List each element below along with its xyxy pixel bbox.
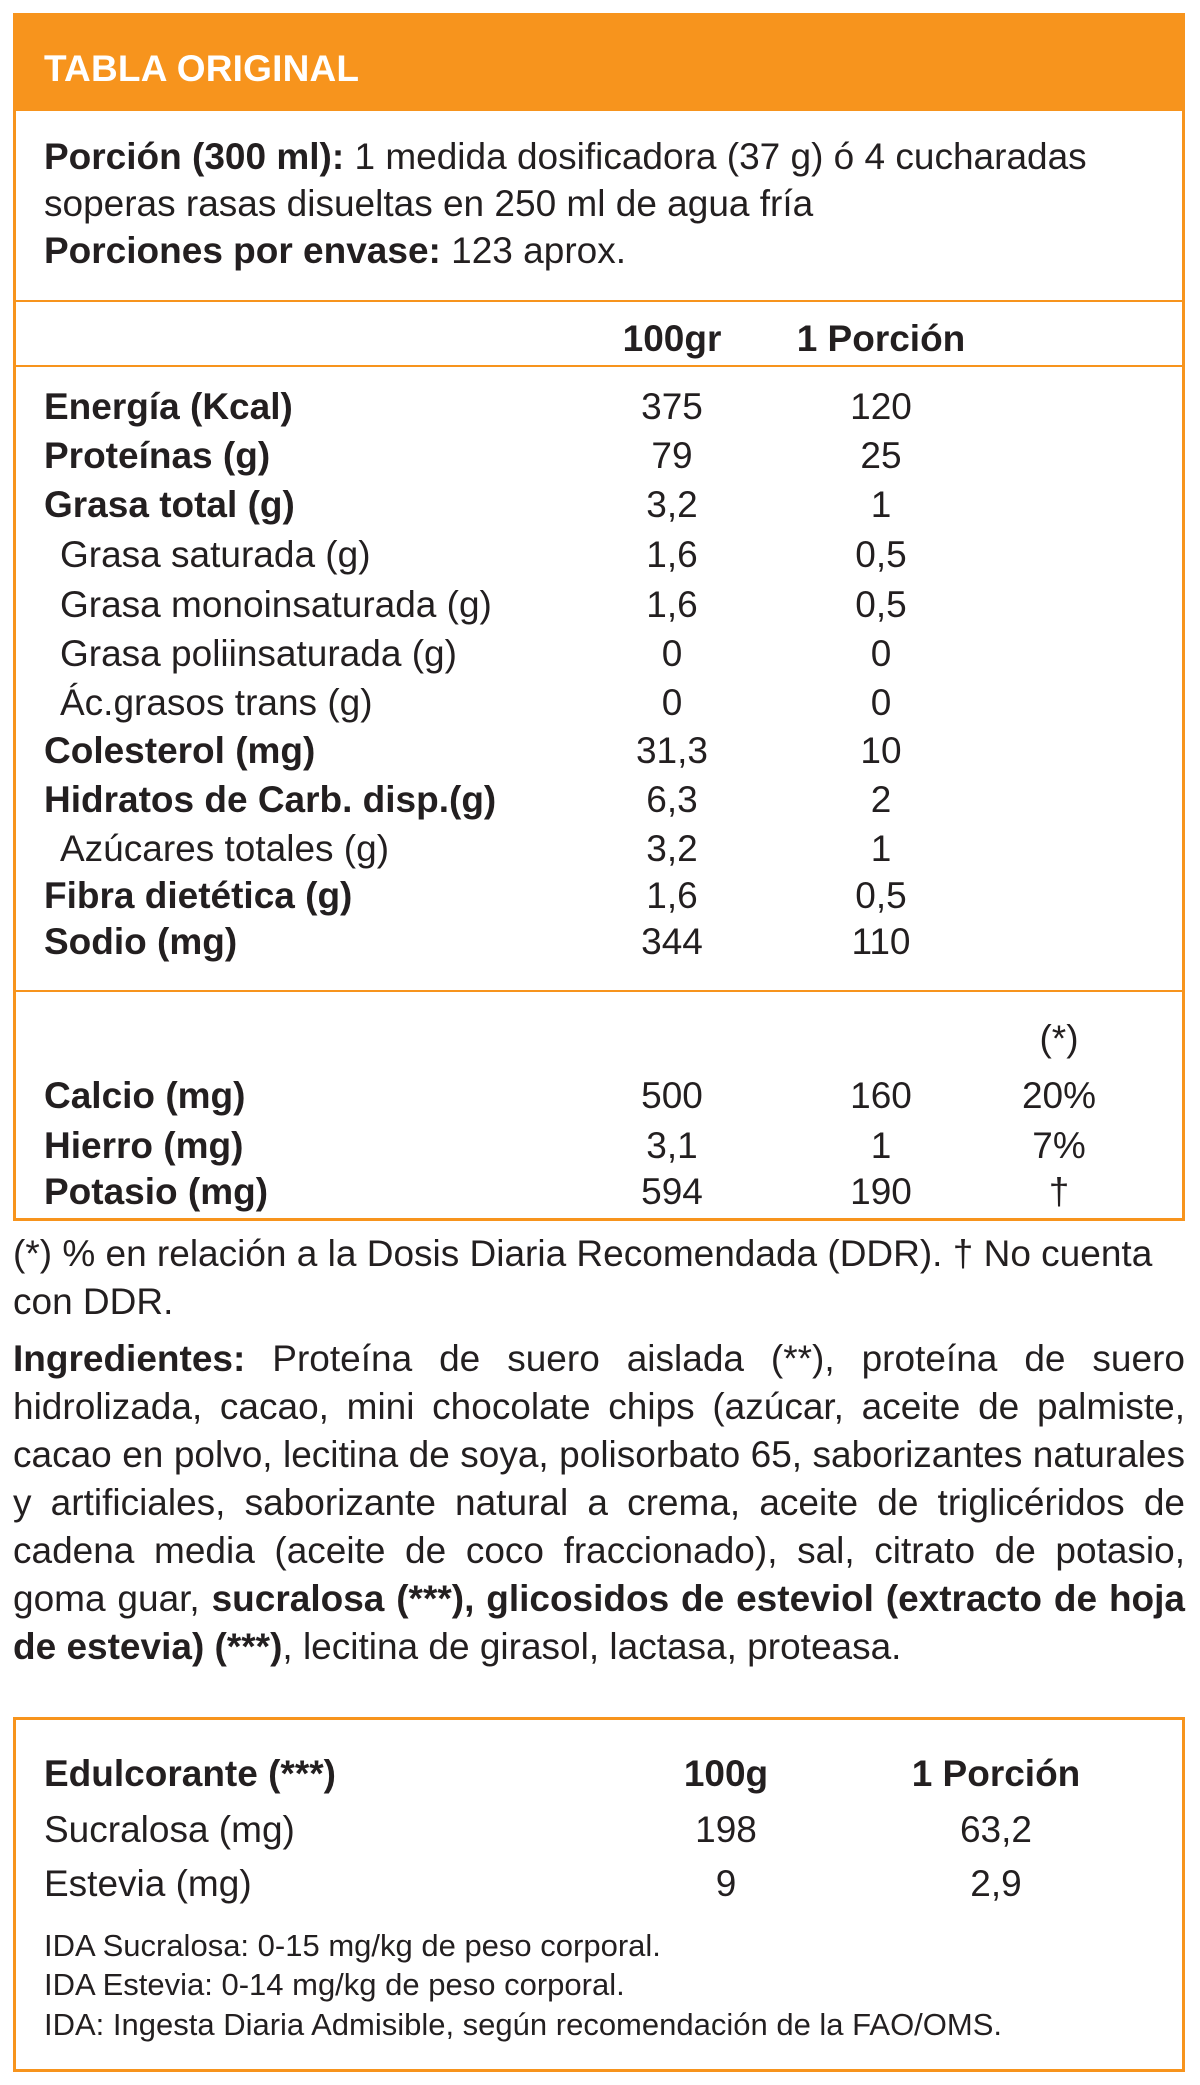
sweetener-header-100g: 100g [683, 1753, 769, 1794]
nutrient-value-portion: 25 [860, 435, 902, 476]
ingredients-label: Ingredientes: [13, 1338, 246, 1379]
nutrient-value-100g: 3,2 [646, 484, 698, 525]
nutrient-sublabel: Grasa poliinsaturada (g) [60, 633, 457, 674]
portion-label: Porción (300 ml): [44, 136, 345, 177]
nutrient-value-100g: 1,6 [646, 875, 698, 916]
nutrient-value-100g: 344 [641, 921, 703, 962]
nutrient-value-portion: 110 [851, 921, 911, 962]
nutrient-label: Energía (Kcal) [44, 386, 293, 427]
ingredients-sweeteners: sucralosa (***), glicosidos de esteviol (extracto de hoja de estevia) (***) [13, 1578, 1186, 1667]
table-title: TABLA ORIGINAL [44, 48, 360, 89]
nutrient-value-portion: 1 [870, 828, 892, 869]
mineral-value-100g: 3,1 [646, 1125, 698, 1166]
ida-sucralose: IDA Sucralosa: 0-15 mg/kg de peso corporal. [44, 1928, 661, 1963]
ingredients-text: Proteína de suero aislada (**), proteína de suero hidrolizada, cacao, mini chocolate chips (azúcar, aceite de palmiste, cacao en polvo, lecitina de soya, polisorbato 65, saborizantes naturales y artificiales, saborizante natural a crema, aceite de triglicéridos de cadena media (aceite de coco fraccionado), sal, citrato de potasio, goma guar, [13, 1338, 1185, 1619]
column-header-100g: 100gr [622, 318, 722, 359]
sweetener-value-portion: 63,2 [959, 1809, 1032, 1850]
nutrient-label: Colesterol (mg) [44, 730, 316, 771]
ingredients-text-end: , lecitina de girasol, lactasa, proteasa. [282, 1626, 902, 1667]
nutrient-value-portion: 0,5 [855, 534, 907, 575]
ddr-footnote [13, 1230, 1188, 1326]
nutrient-sublabel: Grasa monoinsaturada (g) [60, 584, 492, 625]
nutrient-value-100g: 31,3 [635, 730, 708, 771]
footnote-line: con DDR. [13, 1281, 174, 1322]
mineral-ddr: 20% [1021, 1075, 1097, 1116]
nutrient-value-100g: 1,6 [646, 534, 698, 575]
column-header-portion: 1 Porción [796, 318, 966, 359]
mineral-value-portion: 1 [870, 1125, 892, 1166]
nutrient-value-portion: 120 [850, 386, 912, 427]
nutrient-sublabel: Ác.grasos trans (g) [60, 682, 373, 723]
sweetener-value-100g: 9 [715, 1863, 737, 1904]
nutrient-value-100g: 79 [651, 435, 693, 476]
mineral-label: Potasio (mg) [44, 1171, 269, 1212]
sweetener-table [13, 1717, 1185, 2072]
nutrient-sublabel: Azúcares totales (g) [60, 828, 390, 869]
mineral-label: Calcio (mg) [44, 1075, 246, 1116]
nutrient-value-portion: 0 [870, 682, 892, 723]
sweetener-value-portion: 2,9 [970, 1863, 1022, 1904]
sweetener-header-portion: 1 Porción [911, 1753, 1081, 1794]
portion-text-2: soperas rasas disueltas en 250 ml de agua fría [44, 183, 814, 224]
nutrient-label: Proteínas (g) [44, 435, 271, 476]
sweetener-header-label: Edulcorante (***) [44, 1753, 336, 1794]
ddr-column-header: (*) [1039, 1018, 1079, 1059]
ida-stevia: IDA Estevia: 0-14 mg/kg de peso corporal. [44, 1967, 625, 2002]
nutrient-label: Sodio (mg) [44, 921, 238, 962]
nutrient-value-portion: 10 [860, 730, 902, 771]
nutrient-value-100g: 1,6 [646, 584, 698, 625]
mineral-value-100g: 594 [641, 1171, 703, 1212]
divider [16, 300, 1182, 302]
nutrition-table [13, 13, 1185, 1221]
portion-text: 1 medida dosificadora (37 g) ó 4 cucharadas [344, 136, 1087, 177]
ingredients-paragraph [13, 1335, 1185, 1671]
footnote-line: (*) % en relación a la Dosis Diaria Recomendada (DDR). † No cuenta [13, 1233, 1153, 1274]
nutrient-value-portion: 0 [870, 633, 892, 674]
servings-label: Porciones por envase: [44, 230, 441, 271]
portion-info [44, 133, 1154, 274]
mineral-label: Hierro (mg) [44, 1125, 244, 1166]
mineral-value-100g: 500 [641, 1075, 703, 1116]
table-header-bar [16, 16, 1182, 111]
mineral-value-portion: 190 [850, 1171, 912, 1212]
sweetener-label: Sucralosa (mg) [44, 1809, 295, 1850]
servings-value: 123 aprox. [440, 230, 627, 271]
nutrient-value-100g: 0 [661, 682, 683, 723]
nutrient-label: Hidratos de Carb. disp.(g) [44, 779, 497, 820]
divider [16, 365, 1182, 367]
divider [16, 990, 1182, 992]
nutrient-label: Grasa total (g) [44, 484, 295, 525]
nutrient-label: Fibra dietética (g) [44, 875, 353, 916]
nutrient-sublabel: Grasa saturada (g) [60, 534, 371, 575]
sweetener-label: Estevia (mg) [44, 1863, 252, 1904]
nutrient-value-portion: 2 [870, 779, 892, 820]
nutrient-value-100g: 0 [661, 633, 683, 674]
nutrient-value-portion: 0,5 [855, 875, 907, 916]
nutrient-value-portion: 1 [870, 484, 892, 525]
nutrient-value-100g: 3,2 [646, 828, 698, 869]
nutrient-value-portion: 0,5 [855, 584, 907, 625]
nutrient-value-100g: 375 [641, 386, 703, 427]
mineral-value-portion: 160 [850, 1075, 912, 1116]
mineral-ddr: 7% [1032, 1125, 1086, 1166]
ida-definition: IDA: Ingesta Diaria Admisible, según recomendación de la FAO/OMS. [44, 2007, 1003, 2042]
sweetener-value-100g: 198 [695, 1809, 757, 1850]
mineral-ddr: † [1048, 1171, 1070, 1212]
nutrient-value-100g: 6,3 [646, 779, 698, 820]
